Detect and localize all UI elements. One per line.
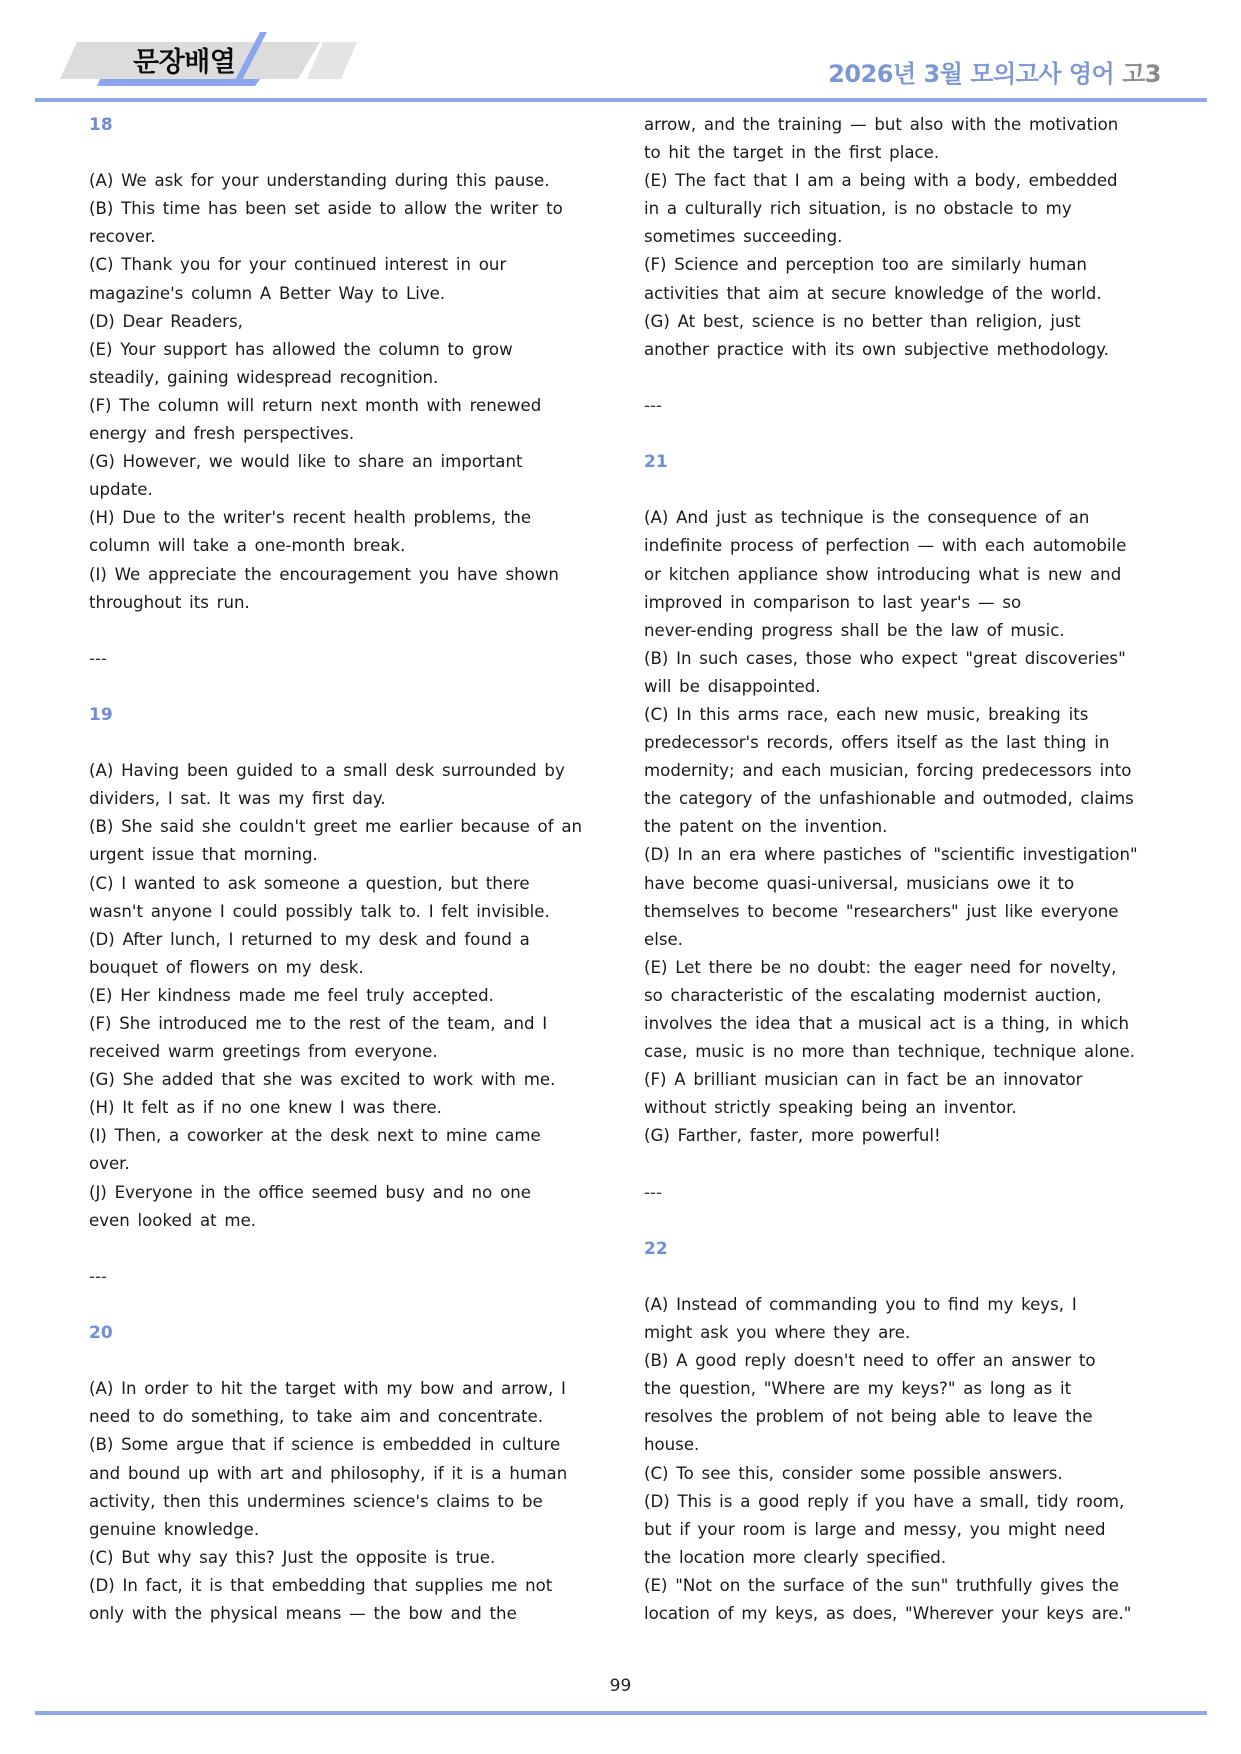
- sentence-line: but if your room is large and messy, you might need: [644, 1519, 1106, 1539]
- sentence-line: bouquet of flowers on my desk.: [89, 957, 364, 977]
- sentence-line: urgent issue that morning.: [89, 845, 318, 865]
- sentence-line: another practice with its own subjective methodology.: [644, 339, 1109, 359]
- sentence-line: modernity; and each musician, forcing predecessors into: [644, 761, 1132, 781]
- sentence-line: (G) At best, science is no better than religion, just: [644, 311, 1081, 331]
- section-separator: ---: [644, 395, 662, 415]
- question-number: 18: [89, 115, 113, 135]
- sentence-line: sometimes succeeding.: [644, 227, 843, 247]
- sentence-line: in a culturally rich situation, is no obstacle to my: [644, 199, 1072, 219]
- exam-title-text: 2026년 3월 모의고사 영어: [828, 60, 1115, 88]
- section-logo: [55, 30, 365, 90]
- sentence-line: (E) Let there be no doubt: the eager need for novelty,: [644, 957, 1117, 977]
- sentence-line: activities that aim at secure knowledge of the world.: [644, 283, 1102, 303]
- sentence-line: (E) "Not on the surface of the sun" truthfully gives the: [644, 1575, 1119, 1595]
- question-19-sentences: [89, 757, 609, 1235]
- sentence-line: have become quasi-universal, musicians owe it to: [644, 873, 1075, 893]
- sentence-line: (D) After lunch, I returned to my desk and found a: [89, 929, 530, 949]
- sentence-line: (E) Her kindness made me feel truly accepted.: [89, 985, 494, 1005]
- question-21-sentences: [644, 504, 1164, 1150]
- sentence-line: to hit the target in the first place.: [644, 143, 940, 163]
- sentence-line: (B) This time has been set aside to allow the writer to: [89, 199, 563, 219]
- sentence-line: column will take a one-month break.: [89, 536, 406, 556]
- sentence-line: activity, then this undermines science's claims to be: [89, 1491, 543, 1511]
- exam-title: [828, 54, 1161, 89]
- sentence-line: (J) Everyone in the office seemed busy and no one: [89, 1182, 531, 1202]
- sentence-line: themselves to become "researchers" just like everyone: [644, 901, 1119, 921]
- sentence-line: involves the idea that a musical act is a thing, in which: [644, 1014, 1130, 1033]
- sentence-line: update.: [89, 480, 153, 500]
- sentence-line: (B) A good reply doesn't need to offer an answer to: [644, 1351, 1096, 1371]
- sentence-line: (F) The column will return next month with renewed: [89, 395, 542, 415]
- sentence-line: (D) In fact, it is that embedding that supplies me not: [89, 1575, 553, 1595]
- sentence-line: (A) Having been guided to a small desk surrounded by: [89, 761, 565, 781]
- sentence-line: magazine's column A Better Way to Live.: [89, 283, 446, 303]
- sentence-line: (D) In an era where pastiches of "scientific investigation": [644, 845, 1138, 865]
- sentence-line: (B) She said she couldn't greet me earlier because of an: [89, 817, 583, 837]
- sentence-line: house.: [644, 1435, 700, 1455]
- sentence-line: resolves the problem of not being able to leave the: [644, 1407, 1093, 1427]
- sentence-line: (E) Your support has allowed the column to grow: [89, 339, 513, 359]
- sentence-line: arrow, and the training — but also with the motivation: [644, 115, 1119, 134]
- grade-label: 고3: [1122, 60, 1161, 88]
- sentence-line: only with the physical means — the bow and the: [89, 1603, 517, 1623]
- sentence-line: even looked at me.: [89, 1210, 257, 1230]
- sentence-line: (H) Due to the writer's recent health problems, the: [89, 508, 532, 528]
- sentence-line: (F) Science and perception too are similarly human: [644, 255, 1087, 275]
- sentence-line: wasn't anyone I could possibly talk to. I felt invisible.: [89, 901, 550, 921]
- sentence-line: case, music is no more than technique, technique alone.: [644, 1042, 1135, 1062]
- sentence-line: else.: [644, 929, 683, 949]
- sentence-line: (I) Then, a coworker at the desk next to mine came: [89, 1126, 541, 1146]
- sentence-line: predecessor's records, offers itself as the last thing in: [644, 733, 1110, 753]
- question-18-sentences: [89, 167, 609, 617]
- sentence-line: (C) But why say this? Just the opposite is true.: [89, 1547, 496, 1567]
- sentence-line: (C) Thank you for your continued interest in our: [89, 255, 507, 275]
- sentence-line: (A) And just as technique is the consequence of an: [644, 508, 1090, 528]
- sentence-line: (G) However, we would like to share an important: [89, 452, 523, 472]
- section-separator: ---: [89, 648, 107, 668]
- section-separator: ---: [644, 1182, 662, 1202]
- question-20-continued-sentences: [644, 111, 1164, 364]
- sentence-line: energy and fresh perspectives.: [89, 424, 355, 444]
- sentence-line: (A) We ask for your understanding during this pause.: [89, 171, 550, 191]
- sentence-line: over.: [89, 1154, 130, 1174]
- sentence-line: dividers, I sat. It was my first day.: [89, 789, 386, 809]
- sentence-line: genuine knowledge.: [89, 1519, 260, 1539]
- sentence-line: recover.: [89, 227, 156, 247]
- sentence-line: the category of the unfashionable and outmoded, claims: [644, 789, 1134, 809]
- sentence-line: without strictly speaking being an inventor.: [644, 1098, 1017, 1118]
- sentence-line: will be disappointed.: [644, 676, 821, 696]
- sentence-line: (C) I wanted to ask someone a question, but there: [89, 873, 530, 893]
- sentence-line: received warm greetings from everyone.: [89, 1042, 438, 1062]
- sentence-line: (A) In order to hit the target with my bow and arrow, I: [89, 1379, 566, 1399]
- sentence-line: (A) Instead of commanding you to find my keys, I: [644, 1294, 1077, 1314]
- sentence-line: throughout its run.: [89, 592, 250, 612]
- sentence-line: the patent on the invention.: [644, 817, 888, 837]
- sentence-line: improved in comparison to last year's — so: [644, 592, 1022, 612]
- sentence-line: (G) She added that she was excited to work with me.: [89, 1070, 556, 1090]
- sentence-line: indefinite process of perfection — with each automobile: [644, 536, 1127, 556]
- section-separator: ---: [89, 1266, 107, 1286]
- sentence-line: the question, "Where are my keys?" as long as it: [644, 1379, 1072, 1399]
- header-divider: [35, 98, 1207, 102]
- sentence-line: (I) We appreciate the encouragement you have shown: [89, 564, 559, 584]
- page-number: 99: [609, 1676, 632, 1696]
- sentence-line: (H) It felt as if no one knew I was there.: [89, 1098, 442, 1118]
- sentence-line: need to do something, to take aim and concentrate.: [89, 1407, 543, 1427]
- question-number: 20: [89, 1323, 113, 1344]
- sentence-line: (D) This is a good reply if you have a small, tidy room,: [644, 1491, 1125, 1511]
- sentence-line: (B) Some argue that if science is embedded in culture: [89, 1435, 561, 1455]
- footer-divider: [35, 1711, 1207, 1715]
- sentence-line: the location more clearly specified.: [644, 1547, 947, 1567]
- sentence-line: (E) The fact that I am a being with a body, embedded: [644, 171, 1118, 191]
- question-22-sentences: [644, 1291, 1164, 1628]
- sentence-line: (D) Dear Readers,: [89, 311, 243, 331]
- sentence-line: location of my keys, as does, "Wherever your keys are.": [644, 1603, 1132, 1623]
- sentence-line: never-ending progress shall be the law of music.: [644, 620, 1065, 640]
- sentence-line: (C) In this arms race, each new music, breaking its: [644, 704, 1089, 724]
- sentence-line: and bound up with art and philosophy, if it is a human: [89, 1463, 568, 1483]
- sentence-line: (G) Farther, faster, more powerful!: [644, 1126, 941, 1146]
- section-label: 문장배열: [133, 47, 236, 78]
- sentence-line: or kitchen appliance show introducing what is new and: [644, 564, 1122, 584]
- sentence-line: (B) In such cases, those who expect "great discoveries": [644, 648, 1126, 668]
- sentence-line: (F) A brilliant musician can in fact be an innovator: [644, 1070, 1083, 1090]
- right-column: [644, 111, 1164, 1628]
- sentence-line: steadily, gaining widespread recognition.: [89, 367, 439, 387]
- question-20-sentences: [89, 1375, 609, 1628]
- question-number: 22: [644, 1238, 668, 1259]
- question-number: 21: [644, 452, 668, 473]
- sentence-line: (F) She introduced me to the rest of the team, and I: [89, 1014, 548, 1033]
- left-column: [89, 111, 609, 1628]
- sentence-line: (C) To see this, consider some possible answers.: [644, 1463, 1063, 1483]
- question-number: 19: [89, 704, 113, 725]
- sentence-line: might ask you where they are.: [644, 1323, 911, 1343]
- sentence-line: so characteristic of the escalating modernist auction,: [644, 985, 1102, 1005]
